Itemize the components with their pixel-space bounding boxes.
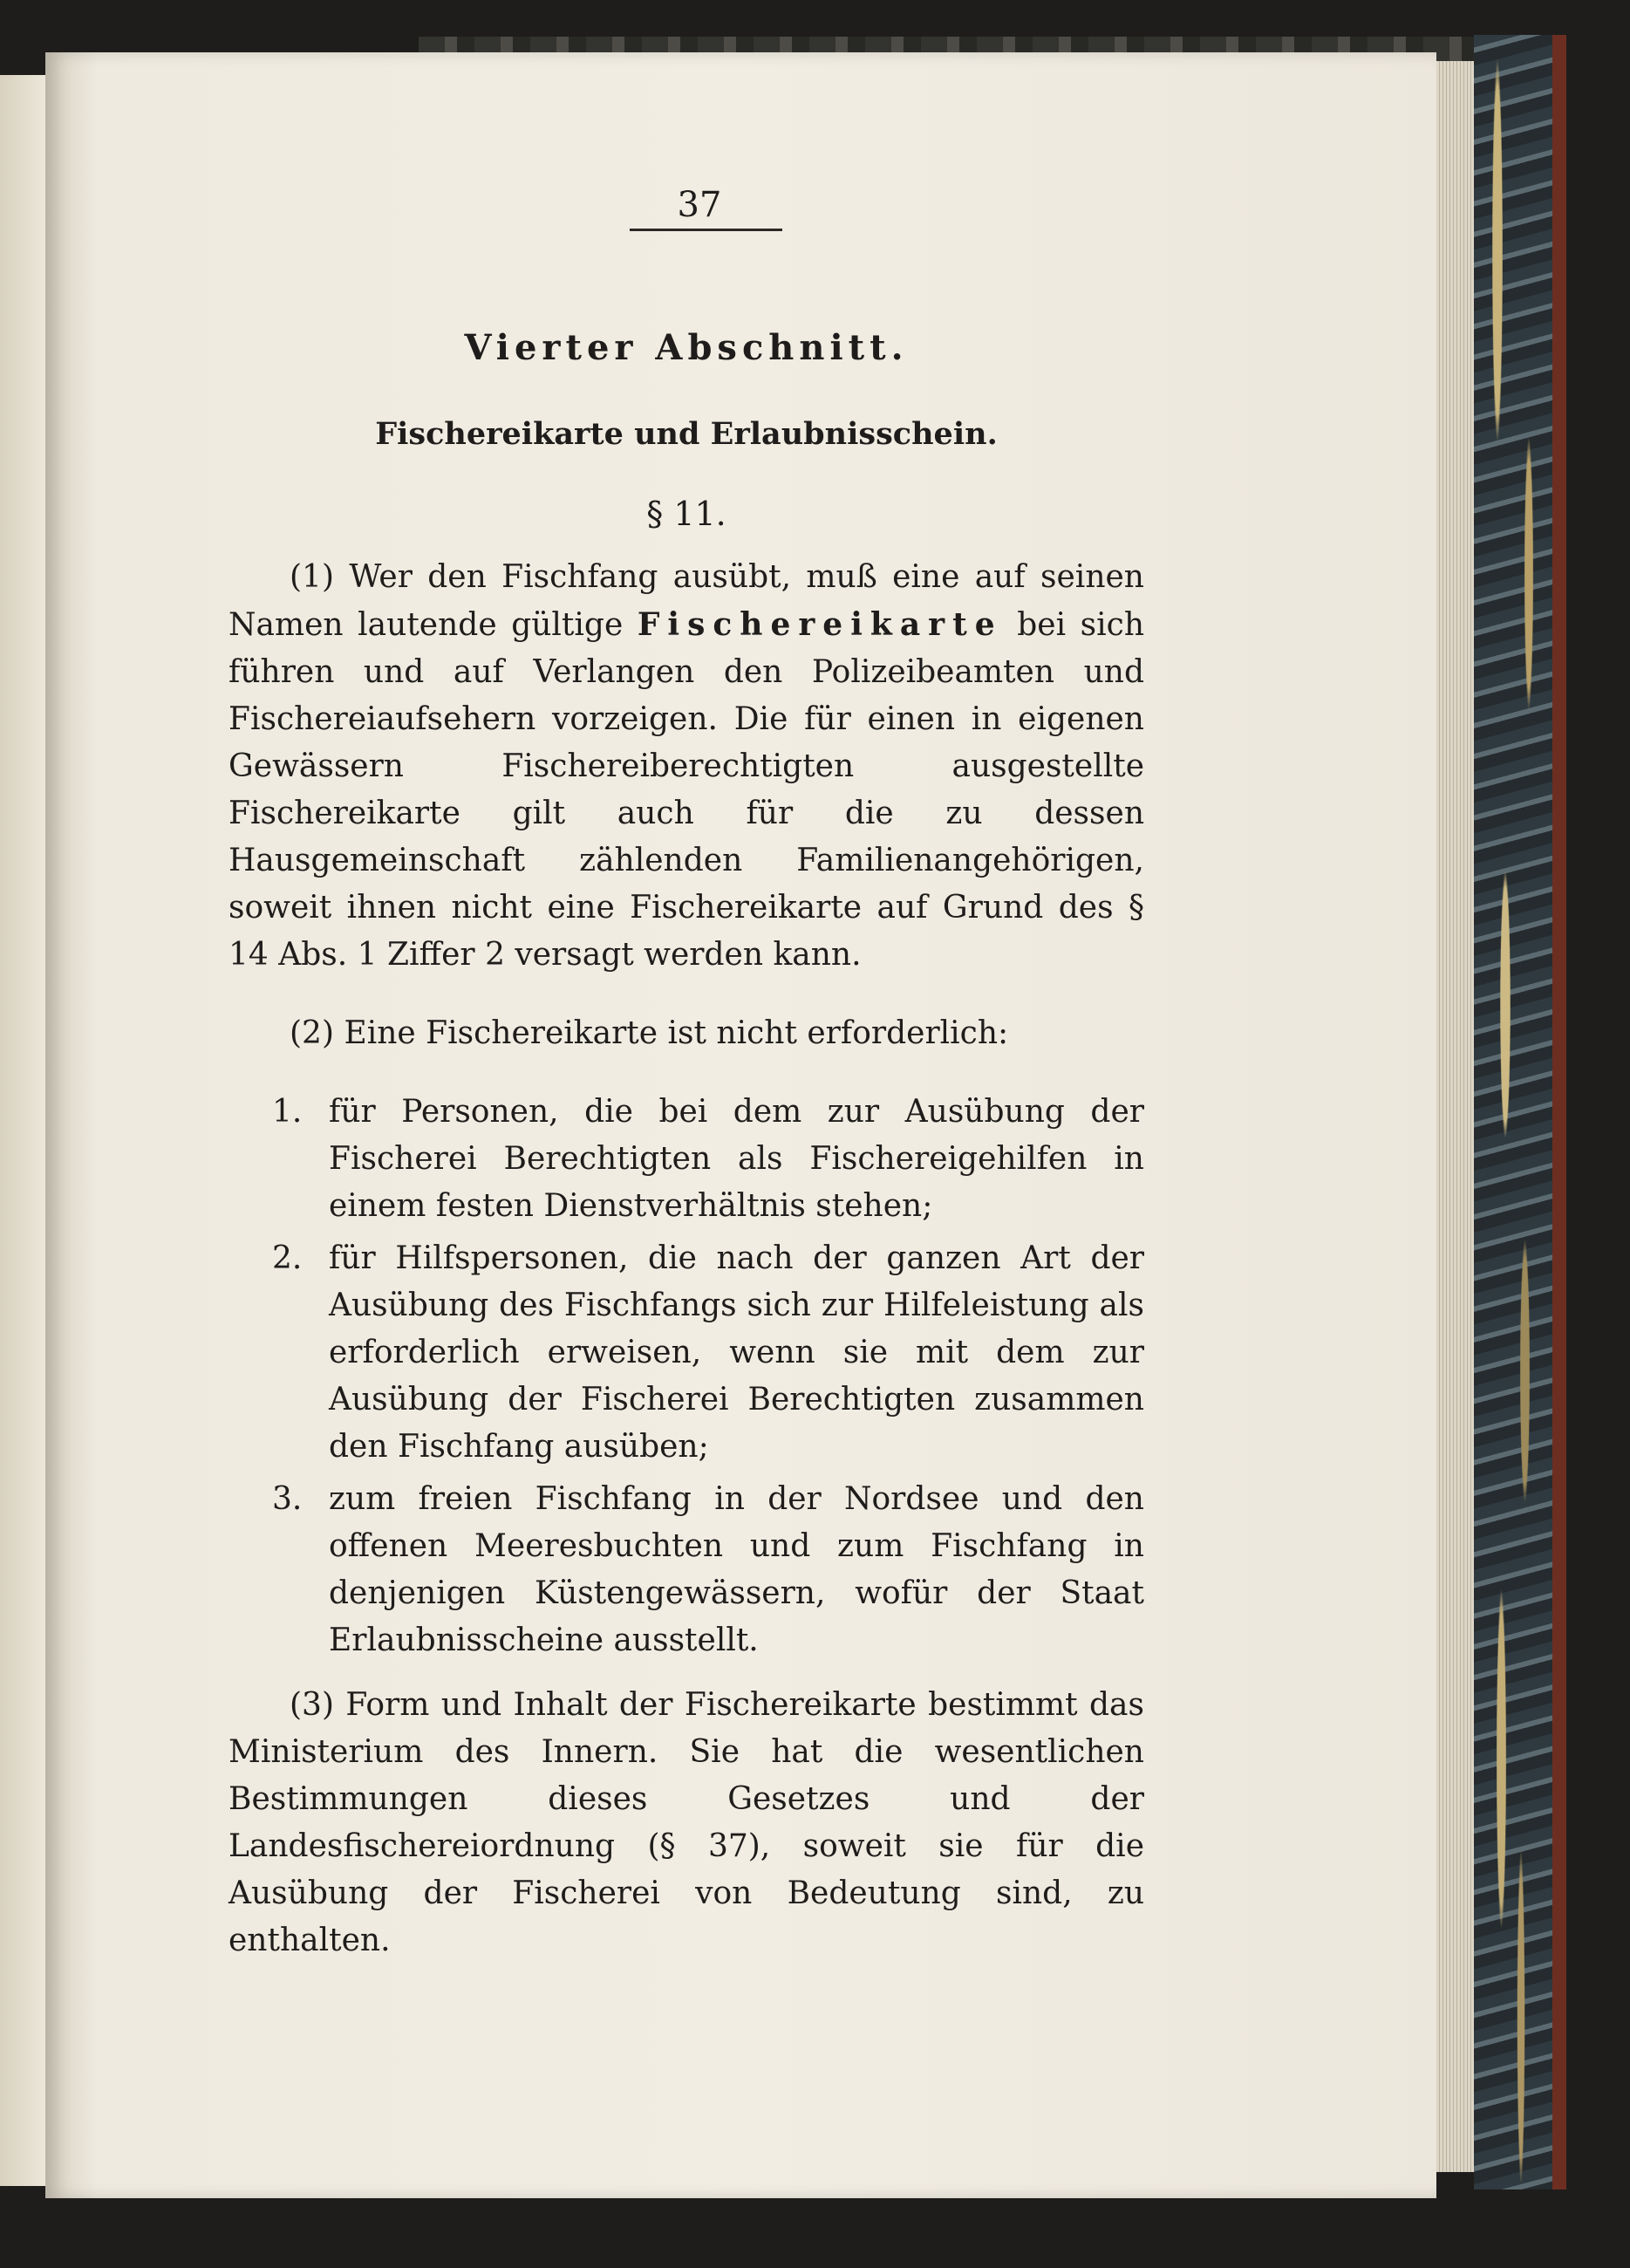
- list-item: [228, 1476, 1144, 1664]
- section-subtitle: Fischereikarte und Erlaubnisschein.: [375, 416, 998, 452]
- left-page-edge: [0, 75, 45, 2186]
- page-text: [228, 183, 1144, 1996]
- list-item: [228, 1235, 1144, 1471]
- list-item: [228, 1089, 1144, 1230]
- list-item-number: 3.: [272, 1481, 303, 1517]
- list-item-text: für Personen, die bei dem zur Ausübung der Fischerei Berechtigten als Fischereigehilfen in einem festen Dienstverhältnis stehen;: [329, 1094, 1144, 1224]
- list-item-text: zum freien Fischfang in der Nordsee und den offenen Meeresbuchten und zum Fischfang in denjenigen Küstengewässern, wofür der Staat Erlaubnisscheine ausstellt.: [329, 1481, 1144, 1658]
- paragraph-1: [228, 554, 1144, 979]
- page-number: 37: [677, 185, 722, 225]
- list-item-text: für Hilfspersonen, die nach der ganzen Art der Ausübung des Fischfangs sich zur Hilfeleistung als erforderlich erweisen, wenn sie mit dem zur Ausübung der Fischerei Berechtigten zusammen den Fischfang ausüben;: [329, 1240, 1144, 1465]
- paragraph-1-emphasis: Fischereikarte: [637, 606, 1003, 643]
- paragraph-3: (3) Form und Inhalt der Fischereikarte bestimmt das Ministerium des Innern. Sie hat die wesentlichen Bestimmungen dieses Gesetzes und der Landesfischereiordnung (§ 37), soweit sie für die Ausübung der Fischerei von Bedeutung sind, zu enthalten.: [228, 1687, 1144, 1958]
- exemption-list: [228, 1089, 1144, 1664]
- list-item-number: 2.: [272, 1240, 303, 1276]
- page-number-rule: [630, 229, 782, 231]
- list-item-number: 1.: [272, 1094, 303, 1130]
- section-title: Vierter Abschnitt.: [464, 327, 909, 368]
- paragraph-1-text-a: (1) Wer den Fischfang ausübt, muß eine auf seinen Namen lautende gültige: [228, 559, 1144, 643]
- paragraph-number: § 11.: [646, 495, 726, 533]
- marbled-cover: [1474, 35, 1566, 2189]
- paragraph-1-text-b: bei sich führen und auf Verlangen den Polizeibeamten und Fischereiaufsehern vorzeigen. Die für einen in eigenen Gewässern Fischereiberechtigten ausgestellte Fischereikarte gilt auch für die zu dessen Hausgemeinschaft zählenden Familienangehörigen, soweit ihnen nicht eine Fischereikarte auf Grund des § 14 Abs. 1 Ziffer 2 versagt werden kann.: [228, 607, 1145, 973]
- paragraph-2-intro: (2) Eine Fischereikarte ist nicht erforderlich:: [290, 1015, 1009, 1051]
